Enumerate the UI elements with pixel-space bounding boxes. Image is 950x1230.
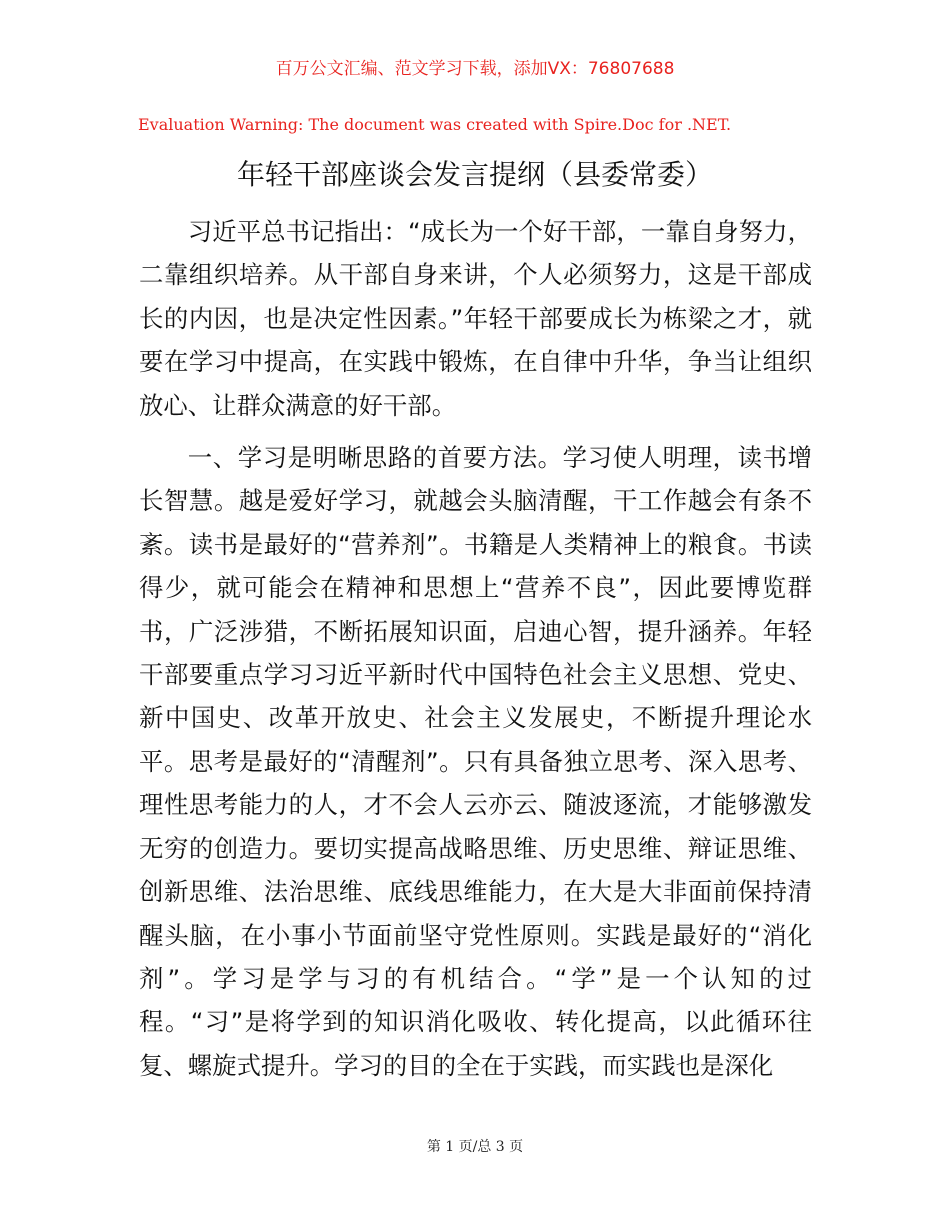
document-body [139, 210, 812, 1087]
evaluation-warning: Evaluation Warning: The document was created with Spire.Doc for .NET. [138, 115, 732, 134]
header-ad-text: 百万公文汇编、范文学习下载，添加VX：76807688 [275, 59, 675, 79]
paragraph-section-one: 一、学习是明晰思路的首要方法。学习使人明理，读书增长智慧。越是爱好学习，就越会头脑清醒，干工作越会有条不紊。读书是最好的“营养剂”。书籍是人类精神上的粮食。书读得少，就可能会在精神和思想上“营养不良”，因此要博览群书，广泛涉猎，不断拓展知识面，启迪心智，提升涵养。年轻干部要重点学习习近平新时代中国特色社会主义思想、党史、新中国史、改革开放史、社会主义发展史，不断提升理论水平。思考是最好的“清醒剂”。只有具备独立思考、深入思考、理性思考能力的人，才不会人云亦云、随波逐流，才能够激发无穷的创造力。要切实提高战略思维、历史思维、辩证思维、创新思维、法治思维、底线思维能力，在大是大非面前保持清醒头脑，在小事小节面前坚守党性原则。实践是最好的“消化剂”。学习是学与习的有机结合。“学”是一个认知的过程。“习”是将学到的知识消化吸收、转化提高，以此循环往复、螺旋式提升。学习的目的全在于实践，而实践也是深化 [139, 443, 812, 1080]
paragraph-intro: 习近平总书记指出：“成长为一个好干部，一靠自身努力，二靠组织培养。从干部自身来讲，个人必须努力，这是干部成长的内因，也是决定性因素。”年轻干部要成长为栋梁之才，就要在学习中提高，在实践中锻炼，在自律中升华，争当让组织放心、让群众满意的好干部。 [139, 217, 812, 420]
document-title: 年轻干部座谈会发言提纲（县委常委） [236, 158, 713, 191]
page-number-footer: 第 1 页/总 3 页 [426, 1139, 524, 1155]
